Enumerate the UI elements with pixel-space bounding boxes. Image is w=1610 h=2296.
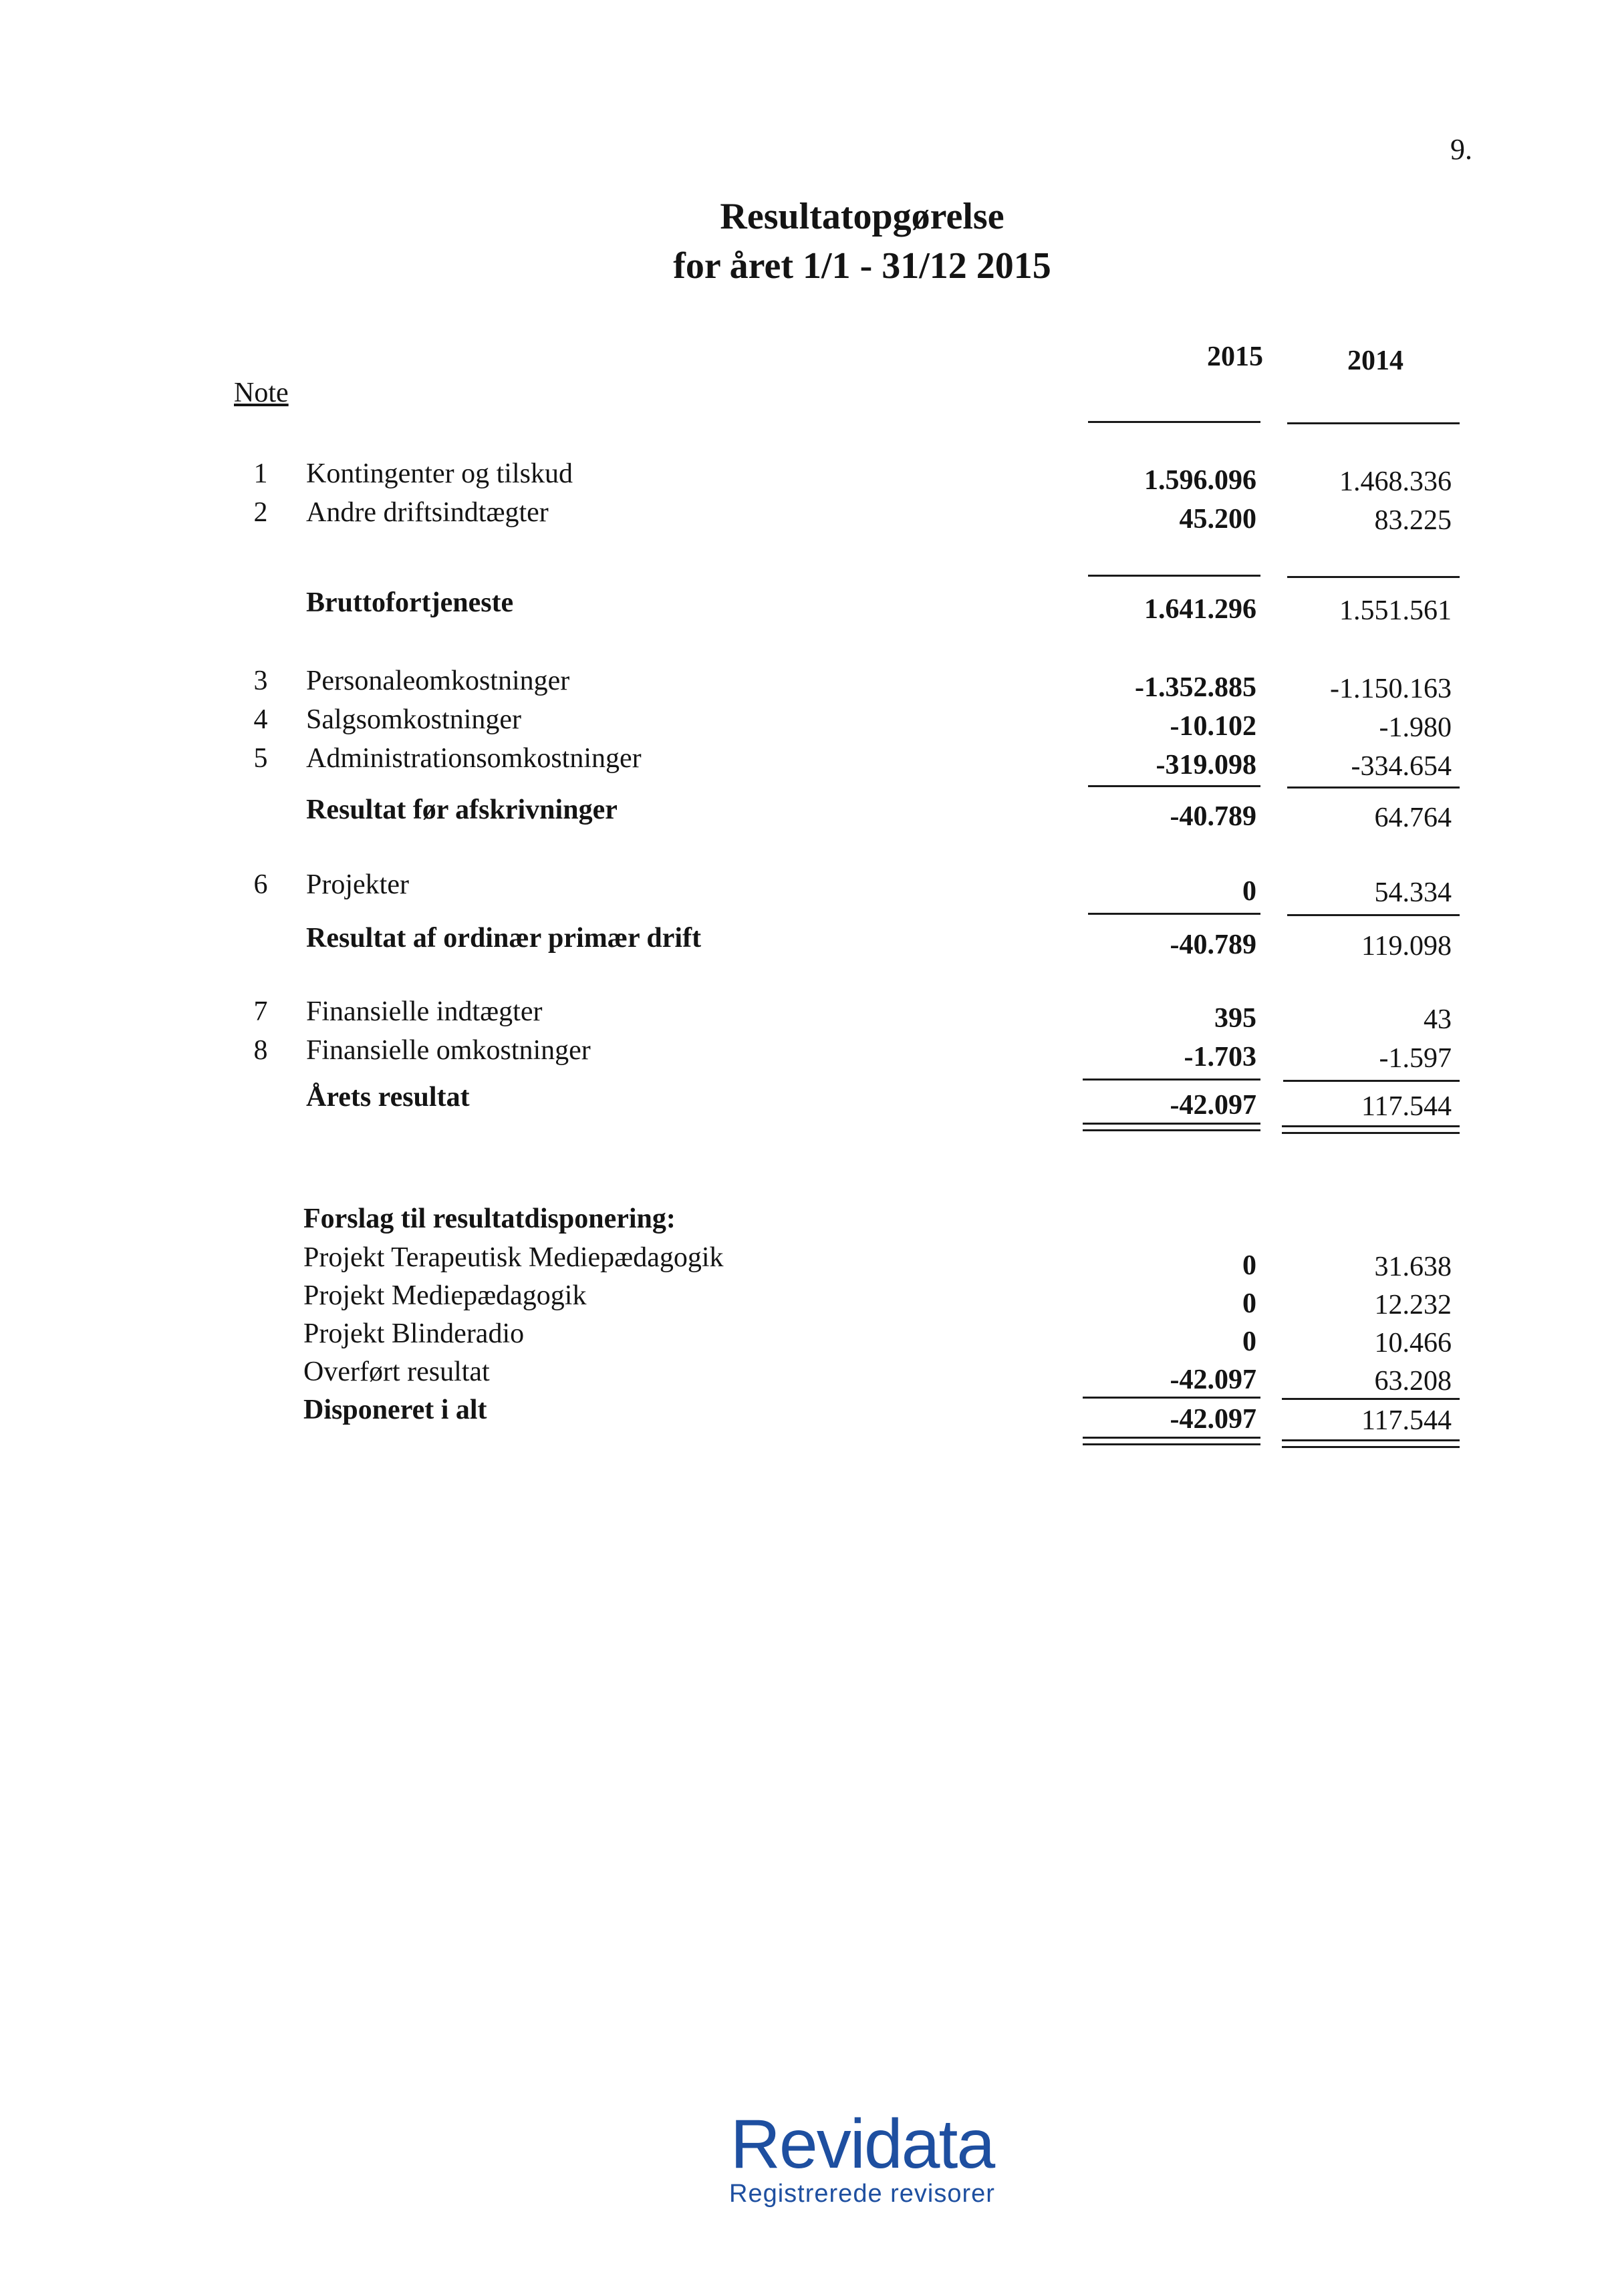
page-number: 9. xyxy=(1450,133,1472,166)
value-2014: -1.980 xyxy=(1379,712,1452,743)
value-2015: -42.097 xyxy=(1170,1090,1256,1121)
disposition-row xyxy=(0,1318,1610,1358)
rule-subtotal-2015 xyxy=(1088,913,1260,915)
disposition-row xyxy=(0,1356,1610,1396)
disposition-row xyxy=(0,1280,1610,1320)
double-rule-total-2014 xyxy=(1282,1446,1460,1448)
value-2015: 0 xyxy=(1242,1250,1256,1281)
row-label: Bruttofortjeneste xyxy=(306,587,514,618)
row-label: Finansielle indtægter xyxy=(306,996,543,1027)
value-2015: 0 xyxy=(1242,1288,1256,1319)
rule-subtotal-2014 xyxy=(1287,576,1460,578)
row-label: Overført resultat xyxy=(303,1356,490,1387)
value-2015: -40.789 xyxy=(1170,929,1256,960)
double-rule-total-2014 xyxy=(1282,1132,1460,1134)
value-2015: 1.641.296 xyxy=(1144,594,1256,625)
rule-subtotal-2014 xyxy=(1287,914,1460,916)
double-rule-total-2015 xyxy=(1083,1443,1260,1445)
row-label: Kontingenter og tilskud xyxy=(306,458,573,489)
value-2015: -42.097 xyxy=(1170,1365,1256,1395)
value-2015: -319.098 xyxy=(1156,750,1256,780)
value-2014: 117.544 xyxy=(1361,1091,1452,1122)
row-label: Projekt Blinderadio xyxy=(303,1318,525,1349)
note-number: 5 xyxy=(253,743,268,774)
value-2014: 83.225 xyxy=(1374,505,1452,536)
value-2014: -1.597 xyxy=(1379,1043,1452,1074)
row-label: Personaleomkostninger xyxy=(306,666,570,696)
value-2015: 45.200 xyxy=(1179,504,1256,535)
table-row xyxy=(0,794,1610,834)
value-2014: 31.638 xyxy=(1374,1252,1452,1282)
value-2014: 43 xyxy=(1424,1004,1452,1035)
value-2015: 395 xyxy=(1214,1003,1256,1034)
note-number: 6 xyxy=(253,869,268,900)
rule-header-2014 xyxy=(1287,422,1460,424)
value-2014: 117.544 xyxy=(1361,1405,1452,1436)
value-2014: 64.764 xyxy=(1374,803,1452,833)
value-2014: 119.098 xyxy=(1361,931,1452,962)
value-2015: -42.097 xyxy=(1170,1404,1256,1435)
note-number: 7 xyxy=(253,996,268,1027)
row-label: Projekter xyxy=(306,869,409,900)
value-2014: 10.466 xyxy=(1374,1328,1452,1358)
table-row xyxy=(0,922,1610,962)
value-2014: 63.208 xyxy=(1374,1366,1452,1397)
value-2015: -10.102 xyxy=(1170,711,1256,742)
revidata-logo: Revidata xyxy=(730,2106,994,2183)
note-number: 1 xyxy=(253,458,268,489)
column-header-2014: 2014 xyxy=(1347,345,1403,376)
row-label: Andre driftsindtægter xyxy=(306,497,549,528)
table-row xyxy=(0,587,1610,627)
value-2015: -1.703 xyxy=(1184,1042,1256,1072)
double-rule-total-2015 xyxy=(1083,1437,1260,1439)
row-label: Resultat af ordinær primær drift xyxy=(306,923,702,954)
row-label: Årets resultat xyxy=(306,1082,470,1113)
row-label: Projekt Terapeutisk Mediepædagogik xyxy=(303,1242,724,1273)
disposition-heading: Forslag til resultatdisponering: xyxy=(303,1203,676,1234)
disposition-row xyxy=(0,1242,1610,1282)
table-row xyxy=(0,458,1610,498)
note-number: 3 xyxy=(253,666,268,696)
logo-tagline: Registrerede revisorer xyxy=(729,2180,995,2208)
table-row xyxy=(0,996,1610,1036)
double-rule-total-2014 xyxy=(1282,1125,1460,1127)
note-number: 2 xyxy=(253,497,268,528)
row-label: Finansielle omkostninger xyxy=(306,1035,591,1066)
table-row xyxy=(0,704,1610,744)
rule-subtotal-2015 xyxy=(1088,575,1260,577)
column-header-note: Note xyxy=(234,378,289,408)
value-2015: -1.352.885 xyxy=(1135,672,1256,703)
value-2015: 0 xyxy=(1242,1326,1256,1357)
value-2014: -1.150.163 xyxy=(1330,674,1452,704)
disposition-row xyxy=(0,1394,1610,1434)
double-rule-total-2015 xyxy=(1083,1123,1260,1125)
value-2015: 1.596.096 xyxy=(1144,465,1256,496)
rule-header-2015 xyxy=(1088,421,1260,423)
value-2014: 54.334 xyxy=(1374,877,1452,908)
row-label: Projekt Mediepædagogik xyxy=(303,1280,587,1311)
row-label: Resultat før afskrivninger xyxy=(306,795,618,825)
page-title: Resultatopgørelse xyxy=(720,196,1004,237)
rule-subtotal-2015 xyxy=(1088,785,1260,787)
value-2015: 0 xyxy=(1242,876,1256,907)
value-2015: -40.789 xyxy=(1170,801,1256,832)
value-2014: 1.551.561 xyxy=(1339,595,1452,626)
value-2014: 12.232 xyxy=(1374,1290,1452,1320)
column-header-2015: 2015 xyxy=(1207,341,1263,372)
table-row xyxy=(0,496,1610,537)
row-label: Salgsomkostninger xyxy=(306,704,521,735)
row-label: Disponeret i alt xyxy=(303,1395,487,1425)
value-2014: 1.468.336 xyxy=(1339,466,1452,497)
table-row xyxy=(0,665,1610,705)
rule-subtotal-2015 xyxy=(1083,1079,1260,1081)
rule-subtotal-2014 xyxy=(1287,786,1460,788)
table-row xyxy=(0,1034,1610,1074)
table-row xyxy=(0,742,1610,782)
row-label: Administrationsomkostninger xyxy=(306,743,642,774)
table-row xyxy=(0,869,1610,909)
double-rule-total-2014 xyxy=(1282,1439,1460,1441)
note-number: 8 xyxy=(253,1035,268,1066)
page-subtitle: for året 1/1 - 31/12 2015 xyxy=(673,245,1051,287)
note-number: 4 xyxy=(253,704,268,735)
double-rule-total-2015 xyxy=(1083,1129,1260,1131)
value-2014: -334.654 xyxy=(1351,751,1452,782)
table-row xyxy=(0,1081,1610,1121)
